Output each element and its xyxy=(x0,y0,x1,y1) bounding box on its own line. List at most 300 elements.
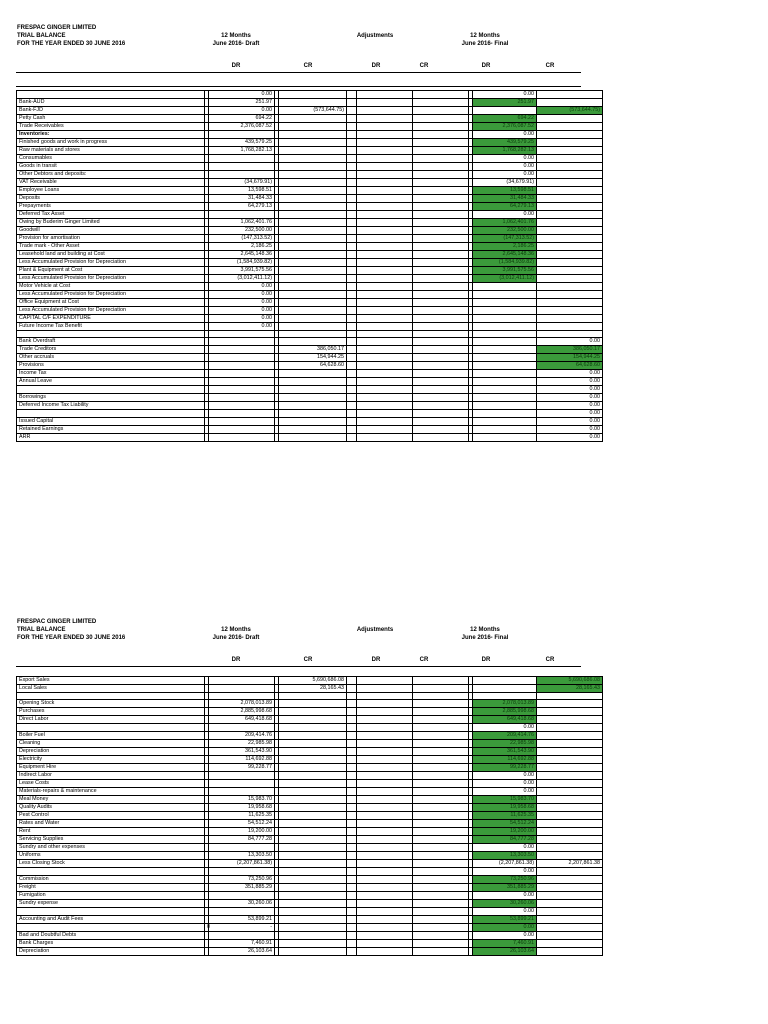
adj-dr-cell xyxy=(357,251,413,259)
final-dr-cell: 0.00 xyxy=(473,780,537,788)
adj-cr-cell xyxy=(413,677,469,685)
final-cr-cell: 0.00 xyxy=(537,418,603,426)
draft-dr-cell: 22,985.98 xyxy=(209,740,275,748)
adj-dr-cell xyxy=(357,828,413,836)
final-cr-cell xyxy=(537,772,603,780)
document-title: TRIAL BALANCE xyxy=(17,33,66,39)
account-label: Deposits xyxy=(17,195,205,203)
draft-cr-cell xyxy=(279,780,347,788)
final-cr-cell xyxy=(537,123,603,131)
draft-dr-cell xyxy=(209,346,275,354)
table-row xyxy=(17,338,603,346)
adj-dr-cell xyxy=(357,804,413,812)
adj-cr-cell xyxy=(413,219,469,227)
adj-dr-cell xyxy=(357,243,413,251)
table-row xyxy=(17,716,603,724)
final-cr-cell xyxy=(537,844,603,852)
adj-cr-cell xyxy=(413,267,469,275)
table-row xyxy=(17,275,603,283)
empty-cell xyxy=(17,693,205,700)
final-dr-cell xyxy=(473,299,537,307)
final-dr-cell: 0.00 xyxy=(473,724,537,732)
table-row xyxy=(17,677,603,685)
table-row xyxy=(17,155,603,163)
account-label: Goodwill xyxy=(17,227,205,235)
adj-cr-cell xyxy=(413,900,469,908)
final-dr-cell: 19,200.00 xyxy=(473,828,537,836)
final-dr-cell: 0.00 xyxy=(473,211,537,219)
table-row xyxy=(17,378,603,386)
account-label xyxy=(17,908,205,916)
adj-gap-cell xyxy=(347,724,357,732)
adj-cr-cell xyxy=(413,884,469,892)
draft-dr-cell: 361,543.90 xyxy=(209,748,275,756)
table-row xyxy=(17,107,603,115)
final-dr-cell: 1,062,401.76 xyxy=(473,219,537,227)
draft-dr-cell: 114,692.88 xyxy=(209,756,275,764)
adj-cr-cell xyxy=(413,772,469,780)
adj-gap-cell xyxy=(347,163,357,171)
empty-cell xyxy=(537,331,603,338)
trial-balance-sheet-2 xyxy=(0,594,768,1024)
final-dr-cell: 0.00 xyxy=(473,91,537,99)
adj-cr-cell xyxy=(413,131,469,139)
adj-gap-cell xyxy=(347,828,357,836)
draft-cr-cell xyxy=(279,211,347,219)
table-row xyxy=(17,171,603,179)
final-cr-cell xyxy=(537,700,603,708)
account-label: Raw materials and stores xyxy=(17,147,205,155)
final-dr-cell: 13,303.50 xyxy=(473,852,537,860)
draft-dr-cell: 2,885,998.68 xyxy=(209,708,275,716)
period-title: FOR THE YEAR ENDED 30 JUNE 2016 xyxy=(17,41,126,47)
final-cr-cell xyxy=(537,820,603,828)
account-label: Rent xyxy=(17,828,205,836)
draft-dr-cell: (34,679.91) xyxy=(209,179,275,187)
draft-cr-cell xyxy=(279,259,347,267)
draft-cr-cell xyxy=(279,732,347,740)
adj-dr-cell xyxy=(357,378,413,386)
draft-cr-cell xyxy=(279,716,347,724)
table-row xyxy=(17,402,603,410)
adj-cr-cell xyxy=(413,756,469,764)
final-cr-cell xyxy=(537,756,603,764)
draft-cr-cell xyxy=(279,772,347,780)
draft-cr-cell: 5,690,686.08 xyxy=(279,677,347,685)
final-cr-cell xyxy=(537,91,603,99)
adj-gap-cell xyxy=(347,418,357,426)
final-cr-cell xyxy=(537,924,603,932)
adj-cr-cell xyxy=(413,195,469,203)
draft-cr-cell xyxy=(279,115,347,123)
final-dr-cell xyxy=(473,386,537,394)
account-label: Future Income Tax Benefit xyxy=(17,323,205,331)
draft-dr-cell xyxy=(209,908,275,916)
account-label: Bank-AUD xyxy=(17,99,205,107)
draft-dr-cell: 0.00 xyxy=(209,299,275,307)
final-cr-cell: 64,628.60 xyxy=(537,362,603,370)
draft-cr-cell xyxy=(279,402,347,410)
table-row xyxy=(17,940,603,948)
draft-period-label: 12 Months xyxy=(221,33,251,39)
draft-cr-cell xyxy=(279,844,347,852)
account-label: Provision for amortisation xyxy=(17,235,205,243)
final-dr-cell: 209,414.76 xyxy=(473,732,537,740)
final-cr-cell xyxy=(537,900,603,908)
final-dr-cell: 351,885.29 xyxy=(473,884,537,892)
account-label: Opening Stock xyxy=(17,700,205,708)
account-label xyxy=(17,724,205,732)
final-cr-cell xyxy=(537,884,603,892)
adj-cr-cell xyxy=(413,852,469,860)
draft-dr-cell xyxy=(209,685,275,693)
final-cr-cell: 0.00 xyxy=(537,394,603,402)
final-cr-cell xyxy=(537,852,603,860)
adj-cr-cell xyxy=(413,235,469,243)
draft-cr-cell xyxy=(279,163,347,171)
adj-gap-cell xyxy=(347,860,357,868)
adj-gap-cell xyxy=(347,259,357,267)
final-period-label: 12 Months xyxy=(470,33,500,39)
draft-dr-cell: 54,512.24 xyxy=(209,820,275,828)
profit-loss-table xyxy=(16,676,603,956)
draft-cr-cell xyxy=(279,410,347,418)
adj-cr-cell xyxy=(413,924,469,932)
adj-dr-cell xyxy=(357,235,413,243)
account-label: Retained Earnings xyxy=(17,426,205,434)
final-dr-cell xyxy=(473,354,537,362)
final-cr-cell xyxy=(537,211,603,219)
adj-dr-cell xyxy=(357,908,413,916)
final-cr-cell xyxy=(537,259,603,267)
adj-cr-cell xyxy=(413,139,469,147)
adj-gap-cell xyxy=(347,235,357,243)
account-label: Local Sales xyxy=(17,685,205,693)
adj-gap-cell xyxy=(347,426,357,434)
adj-dr-cell xyxy=(357,716,413,724)
account-label: Purchases xyxy=(17,708,205,716)
account-label: CAPITAL C/F EXPENDITURE xyxy=(17,315,205,323)
header-rule xyxy=(16,86,581,87)
draft-dr-cell: 2,186.25 xyxy=(209,243,275,251)
account-label: Boiler Fuel xyxy=(17,732,205,740)
adj-gap-cell xyxy=(347,187,357,195)
draft-dr-cell: (2,207,861.38) xyxy=(209,860,275,868)
table-row xyxy=(17,211,603,219)
adj-cr-cell xyxy=(413,227,469,235)
final-dr-cell: 0.00 xyxy=(473,131,537,139)
final-dr-cell xyxy=(473,685,537,693)
draft-cr-cell xyxy=(279,812,347,820)
account-label: Equipment Hire xyxy=(17,764,205,772)
draft-cr-cell xyxy=(279,924,347,932)
table-row xyxy=(17,354,603,362)
final-cr-cell xyxy=(537,932,603,940)
adj-cr-cell xyxy=(413,402,469,410)
empty-cell xyxy=(357,693,413,700)
account-label: Trade mark - Other Asset xyxy=(17,243,205,251)
adj-gap-cell xyxy=(347,820,357,828)
table-row xyxy=(17,700,603,708)
adj-gap-cell xyxy=(347,948,357,956)
account-label: Finished goods and work in progress xyxy=(17,139,205,147)
final-dr-cell: 7,460.91 xyxy=(473,940,537,948)
account-label: Less Accumulated Provision for Depreciation xyxy=(17,275,205,283)
adj-cr-cell xyxy=(413,378,469,386)
final-dr-cell: 114,692.88 xyxy=(473,756,537,764)
account-label xyxy=(17,924,205,932)
adj-gap-cell xyxy=(347,211,357,219)
adj-gap-cell xyxy=(347,195,357,203)
adj-gap-cell xyxy=(347,107,357,115)
final-cr-cell xyxy=(537,139,603,147)
final-cr-cell xyxy=(537,948,603,956)
adj-gap-cell xyxy=(347,338,357,346)
final-cr-cell: 0.00 xyxy=(537,378,603,386)
adj-dr-cell xyxy=(357,772,413,780)
table-row xyxy=(17,91,603,99)
table-row xyxy=(17,820,603,828)
table-row xyxy=(17,386,603,394)
draft-dr-cell xyxy=(209,724,275,732)
adj-cr-cell xyxy=(413,99,469,107)
draft-dr-cell: 31,484.33 xyxy=(209,195,275,203)
adj-dr-cell xyxy=(357,884,413,892)
empty-cell xyxy=(413,693,469,700)
draft-cr-cell xyxy=(279,243,347,251)
final-cr-cell xyxy=(537,227,603,235)
draft-dr-cell xyxy=(209,171,275,179)
table-row xyxy=(17,868,603,876)
adj-cr-cell xyxy=(413,147,469,155)
adj-gap-cell xyxy=(347,179,357,187)
draft-dr-cell xyxy=(209,868,275,876)
empty-cell xyxy=(413,331,469,338)
final-dr-cell: 0.00 xyxy=(473,788,537,796)
adj-dr-cell xyxy=(357,227,413,235)
table-row xyxy=(17,131,603,139)
draft-status-label: June 2016- Draft xyxy=(212,635,260,641)
table-row xyxy=(17,394,603,402)
final-cr-cell: 0.00 xyxy=(537,434,603,442)
draft-dr-cell: 2,376,087.52 xyxy=(209,123,275,131)
adj-gap-cell xyxy=(347,756,357,764)
account-label: Annual Leave xyxy=(17,378,205,386)
account-label: Depreciation xyxy=(17,748,205,756)
table-row xyxy=(17,307,603,315)
final-cr-cell xyxy=(537,748,603,756)
adj-cr-cell xyxy=(413,828,469,836)
adj-cr-cell xyxy=(413,362,469,370)
account-label: Motor Vehicle at Cost xyxy=(17,283,205,291)
table-row xyxy=(17,844,603,852)
draft-cr-cell xyxy=(279,99,347,107)
draft-cr-cell: 64,628.60 xyxy=(279,362,347,370)
empty-cell xyxy=(473,693,537,700)
account-label xyxy=(17,386,205,394)
adj-gap-cell xyxy=(347,99,357,107)
adj-cr-cell xyxy=(413,203,469,211)
account-label: Bank Overdraft xyxy=(17,338,205,346)
draft-cr-cell xyxy=(279,91,347,99)
table-row xyxy=(17,179,603,187)
account-label: ARR xyxy=(17,434,205,442)
final-dr-cell: 251.97 xyxy=(473,99,537,107)
draft-cr-cell xyxy=(279,291,347,299)
table-row xyxy=(17,315,603,323)
draft-cr-cell xyxy=(279,187,347,195)
adj-gap-cell xyxy=(347,243,357,251)
draft-dr-cell xyxy=(209,394,275,402)
table-row xyxy=(17,115,603,123)
table-row xyxy=(17,147,603,155)
draft-cr-cell xyxy=(279,708,347,716)
adjustments-label: Adjustments xyxy=(356,627,394,633)
draft-cr-cell xyxy=(279,131,347,139)
adj-gap-cell xyxy=(347,386,357,394)
adj-gap-cell xyxy=(347,323,357,331)
adj-gap-cell xyxy=(347,836,357,844)
account-label: Less Accumulated Provision for Depreciation xyxy=(17,259,205,267)
adj-dr-cell xyxy=(357,876,413,884)
draft-dr-header: DR xyxy=(231,63,241,69)
adj-cr-cell xyxy=(413,410,469,418)
final-dr-cell: 2,376,087.52 xyxy=(473,123,537,131)
draft-dr-cell: 2,645,148.36 xyxy=(209,251,275,259)
final-dr-header: DR xyxy=(481,63,491,69)
draft-cr-cell xyxy=(279,884,347,892)
final-dr-cell: 694.22 xyxy=(473,115,537,123)
final-dr-cell: (34,679.91) xyxy=(473,179,537,187)
adj-dr-cell xyxy=(357,748,413,756)
account-label: Issued Capital xyxy=(17,418,205,426)
table-row xyxy=(17,123,603,131)
draft-dr-cell xyxy=(209,844,275,852)
table-row xyxy=(17,259,603,267)
adj-dr-cell xyxy=(357,107,413,115)
final-cr-cell xyxy=(537,780,603,788)
final-cr-cell xyxy=(537,131,603,139)
adj-cr-cell xyxy=(413,243,469,251)
table-row xyxy=(17,235,603,243)
account-label: Rates and Water xyxy=(17,820,205,828)
table-row xyxy=(17,410,603,418)
adj-cr-cell xyxy=(413,259,469,267)
draft-dr-cell: 0.00 xyxy=(209,91,275,99)
table-row xyxy=(17,346,603,354)
adj-gap-cell xyxy=(347,115,357,123)
final-dr-cell xyxy=(473,338,537,346)
adj-dr-cell xyxy=(357,370,413,378)
final-dr-cell: 361,543.90 xyxy=(473,748,537,756)
adj-gap-cell xyxy=(347,378,357,386)
table-row xyxy=(17,884,603,892)
draft-cr-cell xyxy=(279,788,347,796)
draft-dr-cell: 15,983.70 xyxy=(209,796,275,804)
draft-cr-header: CR xyxy=(303,657,313,663)
adj-gap-cell xyxy=(347,852,357,860)
account-label: Provisions xyxy=(17,362,205,370)
draft-dr-cell xyxy=(209,338,275,346)
draft-cr-cell xyxy=(279,434,347,442)
final-cr-cell xyxy=(537,708,603,716)
adj-cr-cell xyxy=(413,932,469,940)
account-label: VAT Receivable xyxy=(17,179,205,187)
draft-cr-cell xyxy=(279,876,347,884)
draft-dr-cell: 351,885.29 xyxy=(209,884,275,892)
adj-cr-cell xyxy=(413,716,469,724)
draft-cr-cell xyxy=(279,179,347,187)
draft-cr-cell: 28,165.43 xyxy=(279,685,347,693)
draft-cr-cell xyxy=(279,724,347,732)
adj-dr-cell xyxy=(357,708,413,716)
adj-dr-cell xyxy=(357,323,413,331)
adj-dr-cell xyxy=(357,163,413,171)
draft-cr-cell xyxy=(279,394,347,402)
adj-dr-cell xyxy=(357,844,413,852)
adj-dr-cell xyxy=(357,932,413,940)
adj-dr-cell xyxy=(357,764,413,772)
draft-dr-cell xyxy=(209,434,275,442)
adj-dr-cell xyxy=(357,418,413,426)
adj-dr-cell xyxy=(357,940,413,948)
account-label: Indirect Labor xyxy=(17,772,205,780)
balance-sheet-table xyxy=(16,90,603,442)
adj-dr-cell xyxy=(357,812,413,820)
draft-cr-cell xyxy=(279,426,347,434)
account-label: Petty Cash xyxy=(17,115,205,123)
adj-cr-cell xyxy=(413,291,469,299)
final-dr-cell xyxy=(473,394,537,402)
adj-dr-cell xyxy=(357,131,413,139)
final-dr-cell xyxy=(473,410,537,418)
final-cr-cell xyxy=(537,307,603,315)
adj-gap-cell xyxy=(347,291,357,299)
final-dr-cell: 54,512.24 xyxy=(473,820,537,828)
final-cr-cell xyxy=(537,740,603,748)
draft-dr-cell: (3,012,411.12) xyxy=(209,275,275,283)
adj-cr-cell xyxy=(413,418,469,426)
table-row xyxy=(17,195,603,203)
table-row xyxy=(17,876,603,884)
adj-dr-header: DR xyxy=(371,63,381,69)
adj-dr-cell xyxy=(357,677,413,685)
account-label: Prepayments xyxy=(17,203,205,211)
adj-cr-cell xyxy=(413,283,469,291)
final-cr-header: CR xyxy=(545,657,555,663)
adj-dr-cell xyxy=(357,685,413,693)
final-cr-header: CR xyxy=(545,63,555,69)
account-label: Materials-repairs & maintenance xyxy=(17,788,205,796)
final-dr-cell: 99,228.77 xyxy=(473,764,537,772)
draft-cr-cell xyxy=(279,860,347,868)
draft-dr-cell xyxy=(209,892,275,900)
empty-cell xyxy=(17,331,205,338)
final-cr-cell: 0.00 xyxy=(537,338,603,346)
adj-dr-cell xyxy=(357,179,413,187)
adj-cr-cell xyxy=(413,434,469,442)
adj-dr-cell xyxy=(357,700,413,708)
adj-gap-cell xyxy=(347,916,357,924)
adj-cr-cell xyxy=(413,123,469,131)
account-label: Plant & Equipment at Cost xyxy=(17,267,205,275)
adj-dr-cell xyxy=(357,291,413,299)
final-dr-cell: 30,260.06 xyxy=(473,900,537,908)
final-cr-cell xyxy=(537,916,603,924)
account-label: Deferred Tax Asset xyxy=(17,211,205,219)
final-cr-cell xyxy=(537,283,603,291)
draft-dr-cell xyxy=(209,155,275,163)
